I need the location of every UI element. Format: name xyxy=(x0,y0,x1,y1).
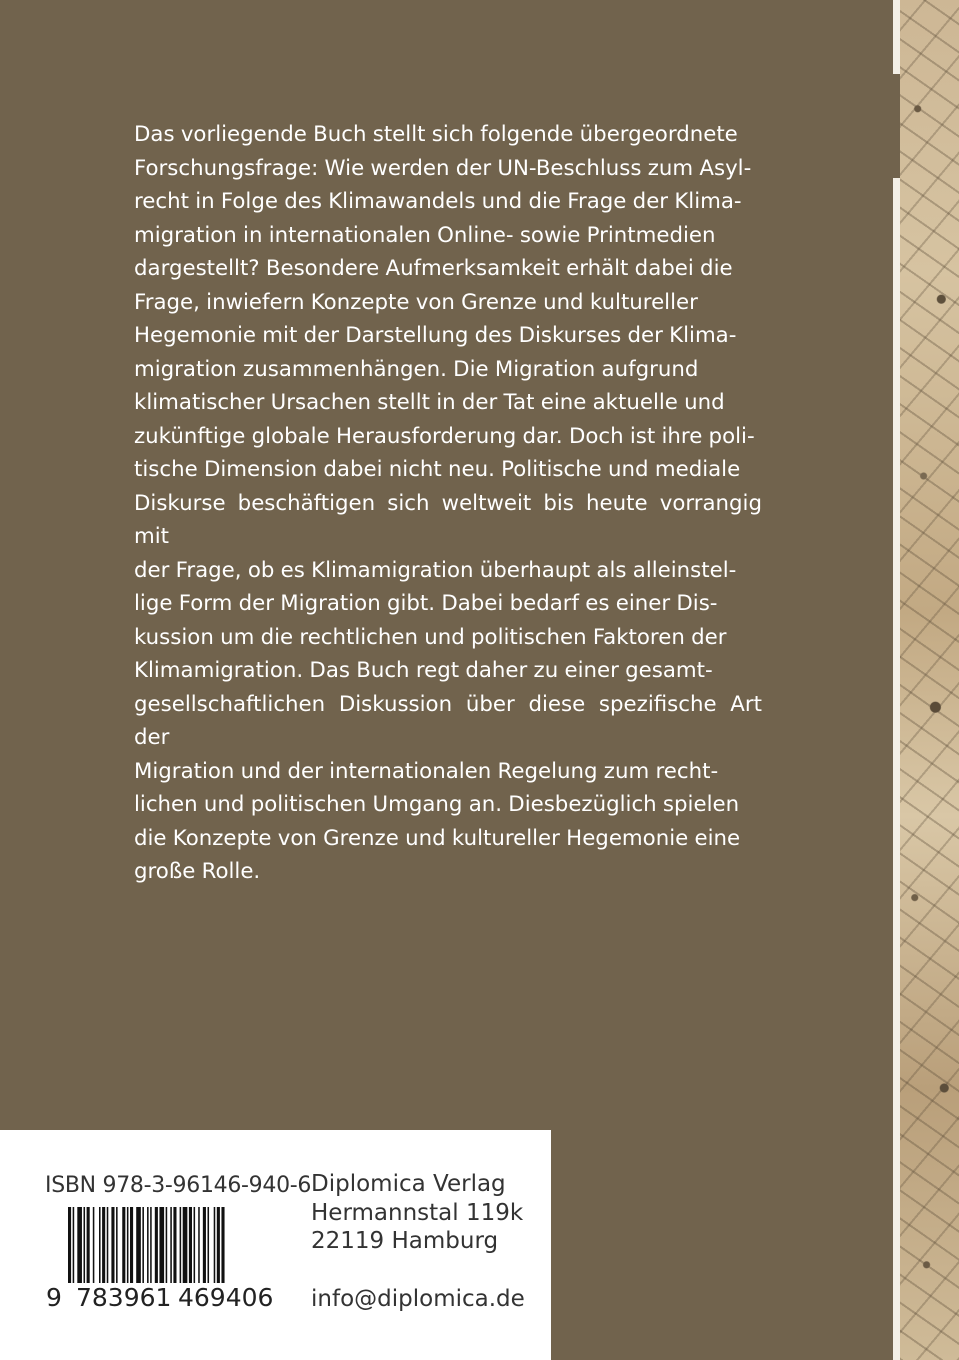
cracked-earth-texture xyxy=(900,0,959,1360)
blurb-line: Das vorliegende Buch stellt sich folgende übergeordnete xyxy=(134,122,738,147)
blurb-line: gesellschaftlichen Diskussion über diese spezifische Art der xyxy=(134,691,762,750)
barcode-digits-left: 783961 xyxy=(76,1283,176,1312)
blurb-line: kussion um die rechtlichen und politischen Faktoren der xyxy=(134,624,727,650)
blurb-line: Klimamigration. Das Buch regt daher zu einer gesamt- xyxy=(134,658,713,683)
publisher-address xyxy=(311,1170,523,1256)
blurb-line: Diskurse beschäftigen sich weltweit bis heute vorrangig mit xyxy=(134,490,762,549)
publisher-email: info@diplomica.de xyxy=(311,1286,525,1312)
blurb-line: migration zusammenhängen. Die Migration aufgrund xyxy=(134,356,699,382)
publisher-city: 22119 Hamburg xyxy=(311,1228,499,1254)
barcode-digits-right: 469406 xyxy=(178,1283,284,1312)
cover-divider-gap xyxy=(893,74,900,178)
blurb-line-last: große Rolle. xyxy=(134,859,261,884)
blurb-line: klimatischer Ursachen stellt in der Tat eine aktuelle und xyxy=(134,390,725,415)
blurb-line: migration in internationalen Online- sowie Printmedien xyxy=(134,222,716,248)
blurb-line: der Frage, ob es Klimamigration überhaupt als alleinstel- xyxy=(134,557,737,583)
blurb-line: tische Dimension dabei nicht neu. Politische und mediale xyxy=(134,457,741,482)
blurb-line: Hegemonie mit der Darstellung des Diskurses der Klima- xyxy=(134,323,737,348)
blurb-line: zukünftige globale Herausforderung dar. Doch ist ihre poli- xyxy=(134,423,755,449)
blurb-line: dargestellt? Besondere Aufmerksamkeit erhält dabei die xyxy=(134,256,733,281)
blurb-line: Forschungsfrage: Wie werden der UN-Beschluss zum Asyl- xyxy=(134,155,752,181)
blurb-line: lichen und politischen Umgang an. Diesbezüglich spielen xyxy=(134,792,740,817)
cover-divider-stripe xyxy=(893,0,900,1360)
barcode-digits xyxy=(46,1283,286,1319)
blurb-line: Migration und der internationalen Regelung zum recht- xyxy=(134,758,719,784)
isbn-label: ISBN 978-3-96146-940-6 xyxy=(45,1173,312,1198)
barcode-digit-first: 9 xyxy=(46,1283,62,1312)
publisher-name: Diplomica Verlag xyxy=(311,1171,506,1197)
blurb-line: Frage, inwiefern Konzepte von Grenze und kultureller xyxy=(134,289,698,315)
blurb-line: recht in Folge des Klimawandels und die Frage der Klima- xyxy=(134,189,742,214)
blurb-line: die Konzepte von Grenze und kultureller Hegemonie eine xyxy=(134,825,741,851)
back-cover-blurb xyxy=(134,118,762,889)
blurb-line: lige Form der Migration gibt. Dabei bedarf es einer Dis- xyxy=(134,591,718,616)
publisher-street: Hermannstal 119k xyxy=(311,1199,524,1226)
